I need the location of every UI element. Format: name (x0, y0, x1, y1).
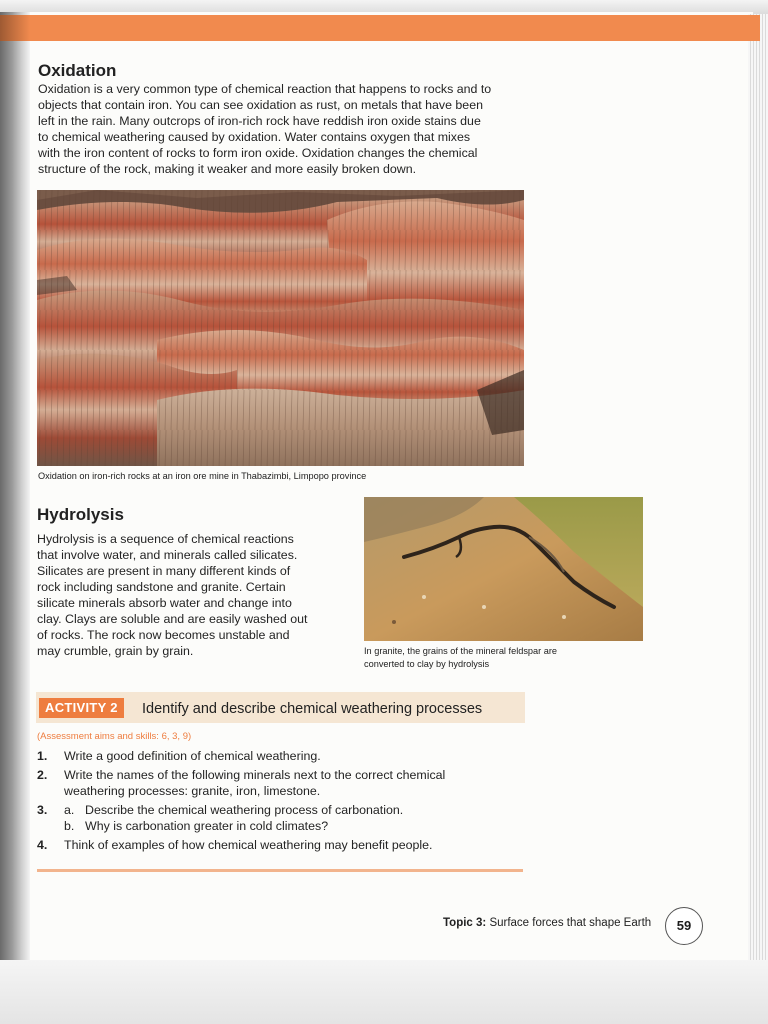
subpart-text: Why is carbonation greater in cold climates? (85, 819, 329, 833)
question-text (64, 767, 494, 799)
question-text: Think of examples of how chemical weathering may benefit people. (64, 838, 433, 852)
activity-tag: ACTIVITY 2 (39, 698, 124, 718)
subpart-letter: a. (64, 803, 75, 817)
scan-background-bottom (0, 960, 768, 1024)
oxidation-line: to chemical weathering caused by oxidation. Water contains oxygen that mixes (38, 130, 471, 144)
granite-photo (364, 497, 643, 641)
hydrolysis-heading: Hydrolysis (37, 505, 124, 524)
top-band-shadow (0, 15, 30, 41)
oxidation-line: left in the rain. Many outcrops of iron-rich rock have reddish iron oxide stains due (38, 114, 481, 128)
question-subparts (64, 802, 494, 834)
topic-label: Topic 3: (443, 917, 487, 929)
oxidation-photo-caption: Oxidation on iron-rich rocks at an iron ore mine in Thabazimbi, Limpopo province (38, 471, 367, 481)
hydrolysis-line: Silicates are present in many different kinds of (37, 564, 291, 578)
oxidation-rock-photo (37, 190, 524, 466)
hydrolysis-line: that involve water, and minerals called silicates. (37, 548, 298, 562)
activity-bottom-rule (37, 869, 523, 872)
granite-photo-caption (364, 645, 557, 671)
page-binding-shadow (0, 12, 30, 960)
question-number: 1. (37, 749, 48, 763)
question-line: Write the names of the following minerals next to the correct chemical (64, 768, 446, 782)
topic-title: Surface forces that shape Earth (489, 917, 652, 929)
question-text: Write a good definition of chemical weathering. (64, 749, 321, 763)
subpart-letter: b. (64, 819, 75, 833)
hydrolysis-line: of rocks. The rock now becomes unstable and (37, 628, 290, 642)
hydrolysis-line: silicate minerals absorb water and change into (37, 596, 292, 610)
question-subpart (64, 802, 494, 818)
assessment-aims: (Assessment aims and skills: 6, 3, 9) (37, 731, 192, 742)
oxidation-line: structure of the rock, making it weaker and more easily broken down. (38, 162, 417, 176)
hydrolysis-line: clay. Clays are soluble and are easily washed out (37, 612, 308, 626)
oxidation-line: objects that contain iron. You can see oxidation as rust, on metals that have been (38, 98, 483, 112)
subpart-text: Describe the chemical weathering process of carbonation. (85, 803, 404, 817)
question-number: 2. (37, 768, 48, 782)
granite-caption-line: converted to clay by hydrolysis (364, 659, 490, 669)
question-number: 4. (37, 838, 48, 852)
activity-title: Identify and describe chemical weathering processes (142, 701, 483, 717)
oxidation-line: with the iron content of rocks to form iron oxide. Oxidation changes the chemical (38, 146, 478, 160)
question-subpart (64, 818, 494, 834)
granite-caption-line: In granite, the grains of the mineral feldspar are (364, 646, 558, 656)
hydrolysis-line: may crumble, grain by grain. (37, 644, 194, 658)
question-line: weathering processes: granite, iron, limestone. (64, 784, 321, 798)
hydrolysis-line: Hydrolysis is a sequence of chemical reactions (37, 532, 294, 546)
oxidation-heading: Oxidation (38, 61, 117, 80)
question-number: 3. (37, 803, 48, 817)
footer-topic (443, 917, 651, 929)
page-stack-edge (748, 14, 768, 960)
hydrolysis-line: rock including sandstone and granite. Certain (37, 580, 286, 594)
top-accent-band (0, 15, 760, 41)
page-number: 59 (665, 907, 703, 945)
oxidation-line: Oxidation is a very common type of chemical reaction that happens to rocks and to (38, 82, 492, 96)
hydrolysis-paragraph (37, 531, 337, 659)
oxidation-paragraph (38, 81, 538, 177)
